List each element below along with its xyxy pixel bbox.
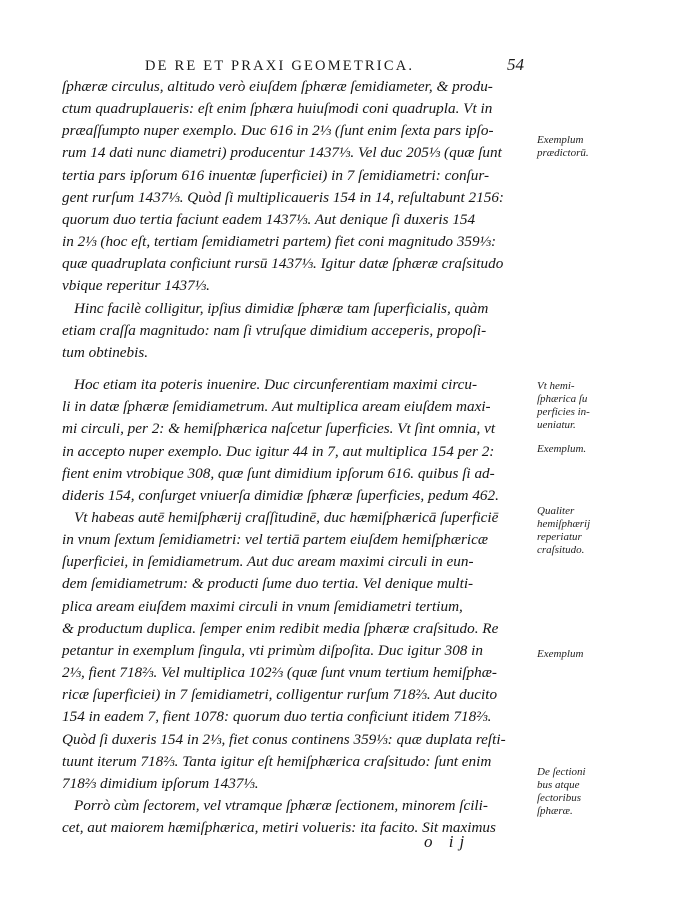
- text-line: 2⅓, fient 718⅔. Vel multiplica 102⅔ (quæ ſunt vnum tertium hemiſphæ-: [62, 664, 497, 682]
- margin-note-line: reperiatur: [537, 531, 582, 543]
- text-line: rum 14 dati nunc diametri) producentur 1437⅓. Vel duc 205⅓ (quæ ſunt: [62, 144, 502, 162]
- text-line: 154 in eadem 7, fient 1078: quorum duo tertia conficiunt itidem 718⅔.: [62, 708, 492, 726]
- margin-note-line: craſsitudo.: [537, 544, 585, 556]
- margin-note-line: ſphærica ſu: [537, 393, 588, 405]
- margin-note-line: bus atque: [537, 779, 580, 791]
- text-line: mi circuli, per 2: & hemiſphærica naſcetur ſuperficies. Vt ſint omnia, vt: [62, 420, 496, 438]
- text-line: Vt habeas autē hemiſphærij craſſitudinē, duc hæmiſphæricā ſuperficiē: [74, 508, 499, 526]
- paragraph: [62, 298, 517, 364]
- running-header: DE RE ET PRAXI GEOMETRICA.: [145, 58, 415, 74]
- margin-note-line: Vt hemi-: [537, 380, 575, 392]
- margin-note-de-sectionibus: [537, 766, 597, 818]
- margin-note-line: perficies in-: [537, 406, 590, 418]
- text-line: præaſſumpto nuper exemplo. Duc 616 in 2⅓ (ſunt enim ſexta pars ipſo-: [62, 122, 494, 140]
- text-line: & productum duplica. ſemper enim redibit media ſphæræ craſsitudo. Re: [62, 619, 499, 637]
- text-line: ſuperficiei, in ſemidiametrum. Aut duc aream maximi circuli in eun-: [62, 553, 474, 571]
- margin-note-line: prædictorū.: [537, 147, 589, 159]
- margin-note-line: Exemplum: [537, 648, 584, 660]
- text-line: in 2⅓ (hoc eſt, tertiam ſemidiametri partem) fiet coni magnitudo 359⅓:: [62, 233, 497, 251]
- text-line: cet, aut maiorem hæmiſphærica, metiri volueris: ita facito. Sit maximus: [62, 819, 496, 837]
- main-text-column: [62, 76, 517, 839]
- margin-note-line: ſphæræ.: [537, 805, 573, 817]
- text-line: dem ſemidiametrum: & producti ſume duo tertia. Vel denique multi-: [62, 575, 474, 593]
- margin-note-line: ſectoribus: [537, 792, 581, 804]
- margin-note-qualiter-crassitudo: [537, 505, 597, 557]
- margin-note-line: De ſectioni: [537, 766, 586, 778]
- text-line: in accepto nuper exemplo. Duc igitur 44 in 7, aut multiplica 154 per 2:: [62, 442, 495, 460]
- page-number: 54: [507, 55, 524, 74]
- paragraph: [62, 76, 517, 298]
- text-line: plica aream eiuſdem maximi circuli in vnum ſemidiametri tertium,: [62, 597, 463, 615]
- text-line: Porrò cùm ſectorem, vel vtramque ſphæræ ſectionem, minorem ſcili-: [74, 797, 488, 814]
- margin-note-line: Exemplum: [537, 134, 584, 146]
- text-line: quæ quadruplata conficiunt rursū 1437⅓. Igitur datæ ſphæræ craſsitudo: [62, 255, 504, 273]
- text-line: Hoc etiam ita poteris inuenire. Duc circunferentiam maximi circu-: [74, 376, 478, 394]
- text-line: fient enim vtrobique 308, quæ ſunt dimidium ipſorum 616. quibus ſi ad-: [62, 464, 495, 482]
- text-line: tertia pars ipſorum 616 inuentæ ſuperficiei) in 7 ſemidiametri: conſur-: [62, 166, 490, 184]
- text-line: quorum duo tertia faciunt eadem 1437⅓. Aut denique ſi duxeris 154: [62, 210, 476, 228]
- margin-note-line: hemiſphærij: [537, 518, 591, 530]
- margin-note-hemisphaerica-superficies: [537, 380, 597, 432]
- text-line: tuunt iterum 718⅔. Tanta igitur eſt hemiſphærica craſsitudo: ſunt enim: [62, 752, 492, 770]
- text-line: petantur in exemplum ſingula, vti primùm diſpoſita. Duc igitur 308 in: [62, 641, 484, 659]
- text-line: li in datæ ſphæræ ſemidiametrum. Aut multiplica aream eiuſdem maxi-: [62, 398, 491, 416]
- margin-note-exemplum-2: [537, 443, 597, 456]
- margin-note-line: Exemplum.: [537, 443, 587, 455]
- text-line: etiam craſſa magnitudo: nam ſi vtruſque dimidium acceperis, propoſi-: [62, 321, 487, 339]
- paragraph: [62, 507, 517, 795]
- margin-note-exemplum-praedictorum: [537, 134, 597, 160]
- text-line: 718⅔ dimidium ipſorum 1437⅓.: [62, 774, 259, 792]
- margin-note-line: Qualiter: [537, 505, 575, 517]
- text-line: Hinc facilè colligitur, ipſius dimidiæ ſphæræ tam ſuperficialis, quàm: [74, 299, 489, 317]
- text-line: vbique reperitur 1437⅓.: [62, 277, 210, 295]
- margin-note-exemplum-3: [537, 648, 597, 661]
- paragraph: [62, 374, 517, 507]
- text-line: ſphæræ circulus, altitudo verò eiuſdem ſphæræ ſemidiameter, & produ-: [62, 78, 493, 95]
- text-line: in vnum ſextum ſemidiametri: vel tertiā partem eiuſdem hemiſphæricæ: [62, 531, 489, 549]
- text-line: dideris 154, conſurget vniuerſa dimidiæ ſphæræ ſuperficies, pedum 462.: [62, 486, 499, 504]
- text-line: ctum quadruplaueris: eſt enim ſphæra huiuſmodi coni quadrupla. Vt in: [62, 100, 493, 118]
- text-line: ricæ ſuperficiei) in 7 ſemidiametri, colligentur rurſum 718⅔. Aut ducito: [62, 686, 498, 704]
- text-line: tum obtinebis.: [62, 343, 149, 361]
- signature-mark: o ij: [424, 832, 471, 851]
- paragraph-gap: [62, 364, 517, 374]
- text-line: gent rurſum 1437⅓. Quòd ſi multiplicaueris 154 in 14, reſultabunt 2156:: [62, 188, 504, 206]
- margin-note-line: ueniatur.: [537, 419, 576, 431]
- text-line: Quòd ſi duxeris 154 in 2⅓, fiet conus continens 359⅓: quæ duplata reſti-: [62, 730, 506, 748]
